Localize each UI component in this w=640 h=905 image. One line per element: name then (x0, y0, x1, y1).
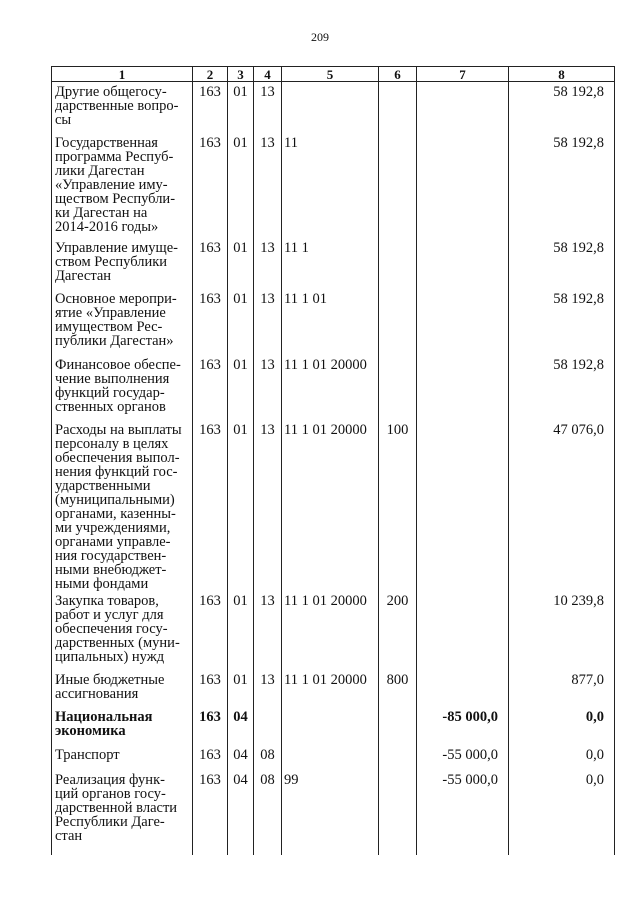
total-amount-cell: 58 192,8 (509, 289, 615, 355)
row-name-cell (52, 707, 193, 745)
expense-type-cell (379, 355, 417, 420)
table-body (52, 82, 615, 855)
target-article-cell: 11 1 (282, 238, 379, 289)
subsection-cell: 08 (254, 770, 282, 855)
target-article-cell: 11 1 01 20000 (282, 420, 379, 591)
row-name-line: ством Республики (55, 253, 168, 270)
target-article-cell: 11 1 01 20000 (282, 355, 379, 420)
table-row (52, 289, 615, 355)
row-name-line: Финансовое обеспе- (55, 356, 181, 373)
row-name-line: Управление имуще- (55, 239, 178, 256)
table-row (52, 707, 615, 745)
section-cell: 01 (228, 289, 254, 355)
target-article-cell: 11 1 01 20000 (282, 591, 379, 670)
column-header: 7 (417, 67, 509, 82)
row-name-cell (52, 745, 193, 770)
subsection-cell: 13 (254, 82, 282, 133)
target-article-cell: 99 (282, 770, 379, 855)
target-article-cell: 11 (282, 133, 379, 238)
page-number: 209 (311, 30, 329, 44)
total-amount-cell: 0,0 (509, 707, 615, 745)
expense-type-cell (379, 289, 417, 355)
column-header: 4 (254, 67, 282, 82)
row-name-line: Основное меропри- (55, 290, 177, 307)
row-name-line: Расходы на выплаты (55, 421, 182, 438)
table-row (52, 355, 615, 420)
section-cell: 04 (228, 745, 254, 770)
row-name-line: Закупка товаров, (55, 592, 159, 609)
total-amount-cell: 58 192,8 (509, 355, 615, 420)
admin-code-cell: 163 (193, 82, 228, 133)
change-amount-cell (417, 82, 509, 133)
column-header: 1 (52, 67, 193, 82)
admin-code-cell: 163 (193, 591, 228, 670)
row-name-line: ций органов госу- (55, 785, 166, 802)
expense-type-cell: 200 (379, 591, 417, 670)
change-amount-cell (417, 133, 509, 238)
row-name-line: публики Дагестан» (55, 332, 174, 349)
admin-code-cell: 163 (193, 420, 228, 591)
expense-type-cell (379, 82, 417, 133)
row-name-line: функций государ- (55, 384, 165, 401)
table-row (52, 238, 615, 289)
subsection-cell: 13 (254, 420, 282, 591)
target-article-cell (282, 82, 379, 133)
row-name-line: лики Дагестан (55, 162, 145, 179)
row-name-cell (52, 355, 193, 420)
row-name-cell (52, 420, 193, 591)
row-name-line: «Управление иму- (55, 176, 168, 193)
row-name-line: Национальная (55, 708, 153, 725)
subsection-cell: 13 (254, 289, 282, 355)
row-name-line: Транспорт (55, 746, 120, 763)
table-row (52, 82, 615, 133)
admin-code-cell: 163 (193, 670, 228, 707)
row-name-cell (52, 670, 193, 707)
admin-code-cell: 163 (193, 133, 228, 238)
expense-type-cell (379, 745, 417, 770)
total-amount-cell: 877,0 (509, 670, 615, 707)
section-cell: 04 (228, 707, 254, 745)
row-name-line: 2014-2016 годы» (55, 218, 159, 235)
row-name-cell (52, 133, 193, 238)
row-name-line: работ и услуг для (55, 606, 164, 623)
row-name-line: чение выполнения (55, 370, 170, 387)
column-header: 3 (228, 67, 254, 82)
change-amount-cell (417, 670, 509, 707)
total-amount-cell: 58 192,8 (509, 238, 615, 289)
row-name-line: ми учреждениями, (55, 519, 171, 536)
table-row (52, 420, 615, 591)
column-header: 5 (282, 67, 379, 82)
expense-type-cell (379, 707, 417, 745)
subsection-cell: 13 (254, 238, 282, 289)
admin-code-cell: 163 (193, 355, 228, 420)
row-name-line: имуществом Рес- (55, 318, 163, 335)
change-amount-cell: -55 000,0 (417, 770, 509, 855)
row-name-line: ными внебюджет- (55, 561, 167, 578)
total-amount-cell: 0,0 (509, 770, 615, 855)
row-name-line: Государственная (55, 134, 158, 151)
subsection-cell: 13 (254, 133, 282, 238)
subsection-cell: 13 (254, 670, 282, 707)
row-name-line: Другие общегосу- (55, 84, 167, 100)
admin-code-cell: 163 (193, 745, 228, 770)
admin-code-cell: 163 (193, 289, 228, 355)
total-amount-cell: 58 192,8 (509, 133, 615, 238)
total-amount-cell: 0,0 (509, 745, 615, 770)
expense-type-cell (379, 770, 417, 855)
row-name-line: ципальных) нужд (55, 648, 165, 665)
row-name-cell (52, 238, 193, 289)
target-article-cell (282, 745, 379, 770)
section-cell: 01 (228, 591, 254, 670)
row-name-line: ки Дагестан на (55, 204, 148, 221)
row-name-line: стан (55, 827, 83, 844)
total-amount-cell: 58 192,8 (509, 82, 615, 133)
row-name-line: ассигнования (55, 685, 139, 702)
admin-code-cell: 163 (193, 770, 228, 855)
table-row (52, 770, 615, 855)
row-name-line: обеспечения выпол- (55, 449, 180, 466)
section-cell: 01 (228, 670, 254, 707)
expense-type-cell: 100 (379, 420, 417, 591)
section-cell: 01 (228, 238, 254, 289)
row-name-line: сы (55, 112, 72, 128)
row-name-cell (52, 591, 193, 670)
expense-type-cell (379, 238, 417, 289)
change-amount-cell: -55 000,0 (417, 745, 509, 770)
budget-table (51, 66, 615, 855)
change-amount-cell (417, 355, 509, 420)
change-amount-cell (417, 238, 509, 289)
row-name-line: ятие «Управление (55, 304, 166, 321)
header-row (52, 67, 615, 82)
table-row (52, 670, 615, 707)
row-name-line: ния государствен- (55, 547, 167, 564)
section-cell: 04 (228, 770, 254, 855)
row-name-line: персоналу в целях (55, 435, 169, 452)
subsection-cell: 13 (254, 355, 282, 420)
row-name-line: дарственные вопро- (55, 98, 179, 114)
admin-code-cell: 163 (193, 238, 228, 289)
section-cell: 01 (228, 133, 254, 238)
change-amount-cell (417, 289, 509, 355)
row-name-line: Дагестан (55, 267, 112, 284)
change-amount-cell (417, 420, 509, 591)
row-name-line: ственных органов (55, 398, 166, 415)
total-amount-cell: 10 239,8 (509, 591, 615, 670)
row-name-cell (52, 82, 193, 133)
row-name-line: органами управле- (55, 533, 171, 550)
expense-type-cell: 800 (379, 670, 417, 707)
section-cell: 01 (228, 82, 254, 133)
total-amount-cell: 47 076,0 (509, 420, 615, 591)
admin-code-cell: 163 (193, 707, 228, 745)
change-amount-cell (417, 591, 509, 670)
row-name-line: Республики Даге- (55, 813, 165, 830)
row-name-line: ударственными (55, 477, 151, 494)
subsection-cell: 13 (254, 591, 282, 670)
subsection-cell (254, 707, 282, 745)
change-amount-cell: -85 000,0 (417, 707, 509, 745)
row-name-line: ными фондами (55, 575, 149, 592)
expense-type-cell (379, 133, 417, 238)
target-article-cell (282, 707, 379, 745)
section-cell: 01 (228, 355, 254, 420)
row-name-line: программа Респуб- (55, 148, 174, 165)
row-name-cell (52, 289, 193, 355)
row-name-line: Реализация функ- (55, 771, 165, 788)
subsection-cell: 08 (254, 745, 282, 770)
row-name-line: экономика (55, 722, 126, 739)
row-name-line: нения функций гос- (55, 463, 178, 480)
row-name-line: органами, казенны- (55, 505, 176, 522)
row-name-line: дарственной власти (55, 799, 178, 816)
table-row (52, 133, 615, 238)
row-name-line: дарственных (муни- (55, 634, 180, 651)
table-row (52, 745, 615, 770)
row-name-line: Иные бюджетные (55, 671, 165, 688)
column-header: 2 (193, 67, 228, 82)
table-row (52, 591, 615, 670)
section-cell: 01 (228, 420, 254, 591)
row-name-line: ществом Республи- (55, 190, 176, 207)
column-header: 8 (509, 67, 615, 82)
target-article-cell: 11 1 01 (282, 289, 379, 355)
row-name-cell (52, 770, 193, 855)
row-name-line: (муниципальными) (55, 491, 175, 508)
column-header: 6 (379, 67, 417, 82)
row-name-line: обеспечения госу- (55, 620, 168, 637)
target-article-cell: 11 1 01 20000 (282, 670, 379, 707)
